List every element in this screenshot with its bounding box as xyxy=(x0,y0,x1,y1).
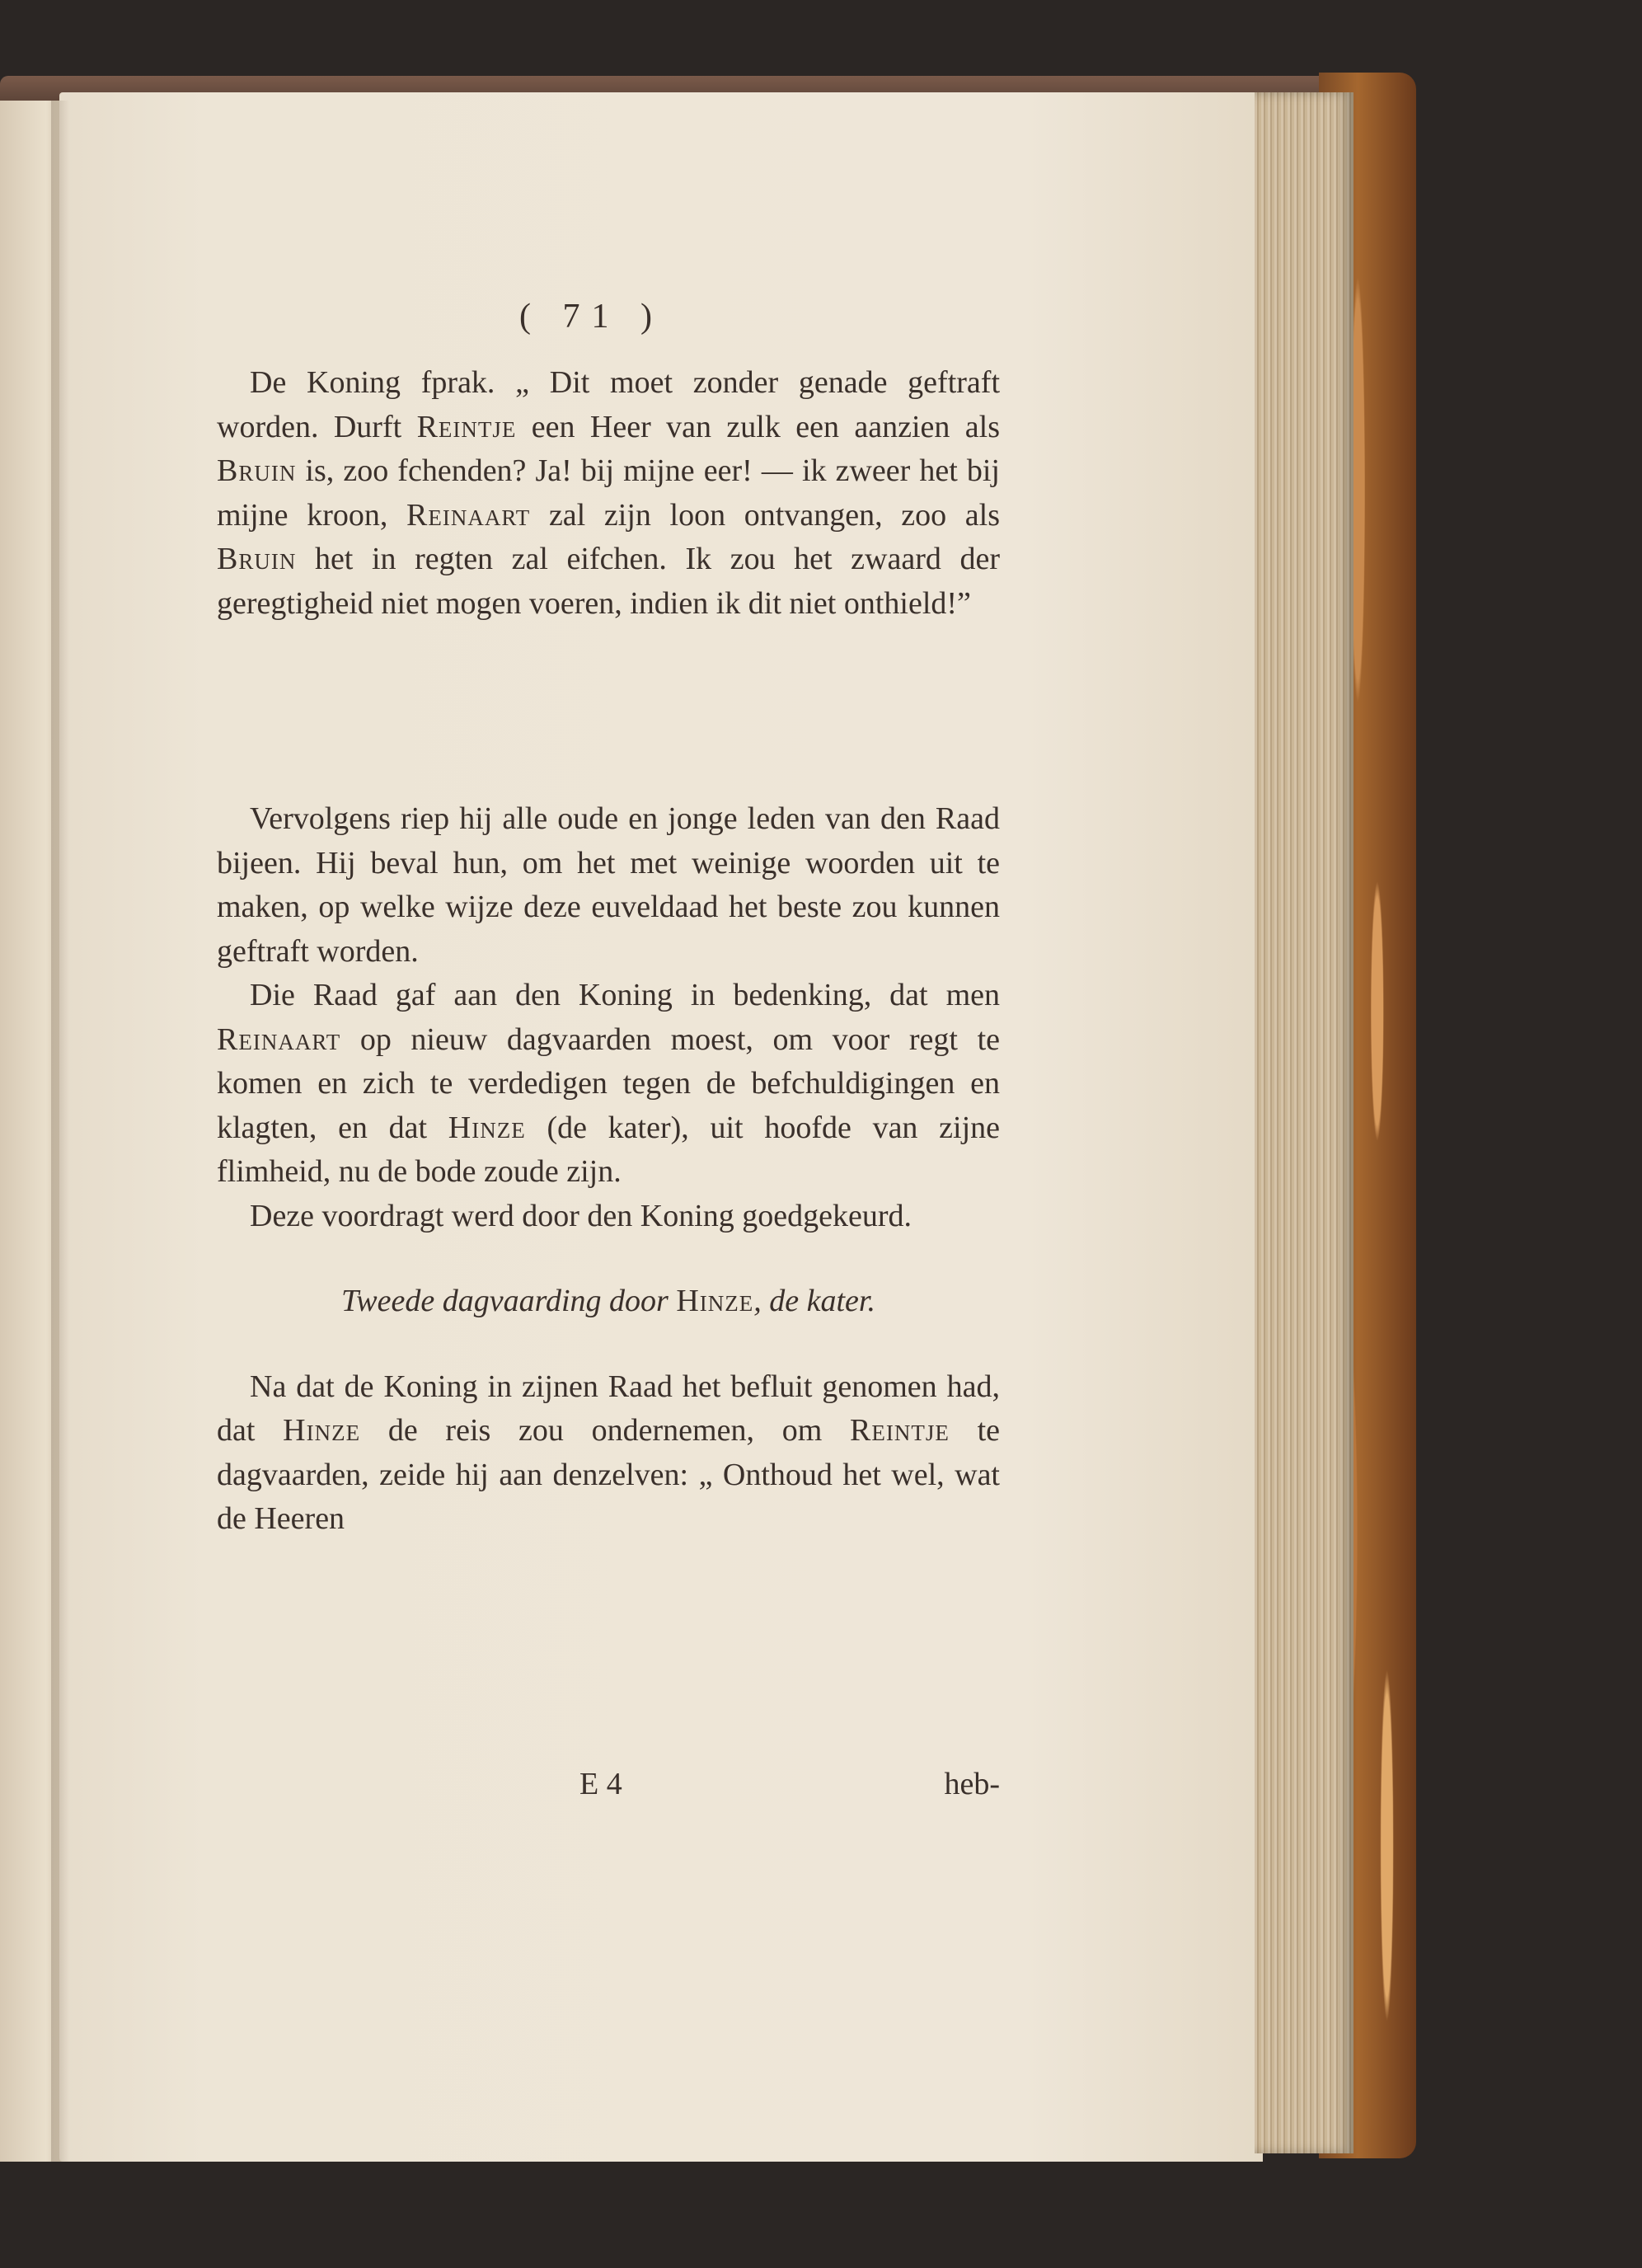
small-caps-name: Reinaart xyxy=(217,1021,341,1057)
text-run: te dagvaarden, zeide hij aan denzelven: „ Onthoud het wel, wat de Heeren xyxy=(217,1413,1000,1536)
text-run: Na dat de Koning in zijnen Raad het befluit genomen had, dat xyxy=(217,1369,1000,1448)
text-run: zal zijn loon ontvangen, zoo als xyxy=(530,497,1000,533)
page-gutter-shadow xyxy=(51,101,69,2162)
catchword: heb- xyxy=(944,1767,1000,1801)
page-edges xyxy=(1255,92,1353,2153)
small-caps-name: Hinze xyxy=(283,1413,361,1448)
text-run: Vervolgens riep hij alle oude en jonge leden van den Raad bijeen. Hij beval hun, om het met weinige woorden uit te maken, op welke wijze deze euveldaad het beste zou kunnen geftraft worden. xyxy=(217,801,1000,969)
small-caps-name: Reintje xyxy=(416,409,517,444)
section-gap xyxy=(217,626,1000,797)
small-caps-name: Hinze xyxy=(448,1110,526,1145)
small-caps-name: Bruin xyxy=(217,542,297,576)
text-run: is, zoo fchenden? Ja! bij mijne eer! — ik zweer het bij mijne kroon, xyxy=(217,453,1000,533)
small-caps-name: Bruin xyxy=(217,453,297,488)
paragraph-5 xyxy=(217,1365,1000,1542)
paragraph-2 xyxy=(217,797,1000,974)
text-run: (de kater), uit hoofde van zijne flimheid, nu de bode zoude zijn. xyxy=(217,1110,1000,1189)
small-caps-name: Reinaart xyxy=(406,497,531,533)
heading-name: Hinze xyxy=(676,1284,754,1318)
paragraph-4 xyxy=(217,1195,1000,1239)
small-caps-name: Reintje xyxy=(850,1413,950,1448)
heading-text-after: , de kater. xyxy=(753,1284,875,1318)
text-run: De Koning fprak. „ Dit moet zonder genade geftraft worden. Durft xyxy=(217,365,1000,444)
page-footer xyxy=(217,1766,1000,1815)
text-run: Deze voordragt werd door den Koning goedgekeurd. xyxy=(250,1198,912,1233)
text-run: het in regten zal eifchen. Ik zou het zwaard der geregtigheid niet mogen voeren, indien ik dit niet onthield!” xyxy=(217,542,1000,621)
text-run: de reis zou ondernemen, om xyxy=(360,1413,850,1448)
text-run: Die Raad gaf aan den Koning in bedenking, dat men xyxy=(250,978,1000,1012)
text-run: een Heer van zulk een aanzien als xyxy=(516,409,1000,444)
page-body xyxy=(217,361,1000,1542)
paragraph-1 xyxy=(217,361,1000,626)
text-run: op nieuw dagvaarden moest, om voor regt te komen en zich te verdedigen tegen de befchuldigingen en klagten, en dat xyxy=(217,1021,1000,1145)
paragraph-3 xyxy=(217,974,1000,1195)
signature-mark: E 4 xyxy=(579,1767,622,1801)
page-number: ( 71 ) xyxy=(519,298,664,336)
section-heading xyxy=(217,1280,1000,1324)
heading-text-before: Tweede dagvaarding door xyxy=(340,1284,677,1318)
